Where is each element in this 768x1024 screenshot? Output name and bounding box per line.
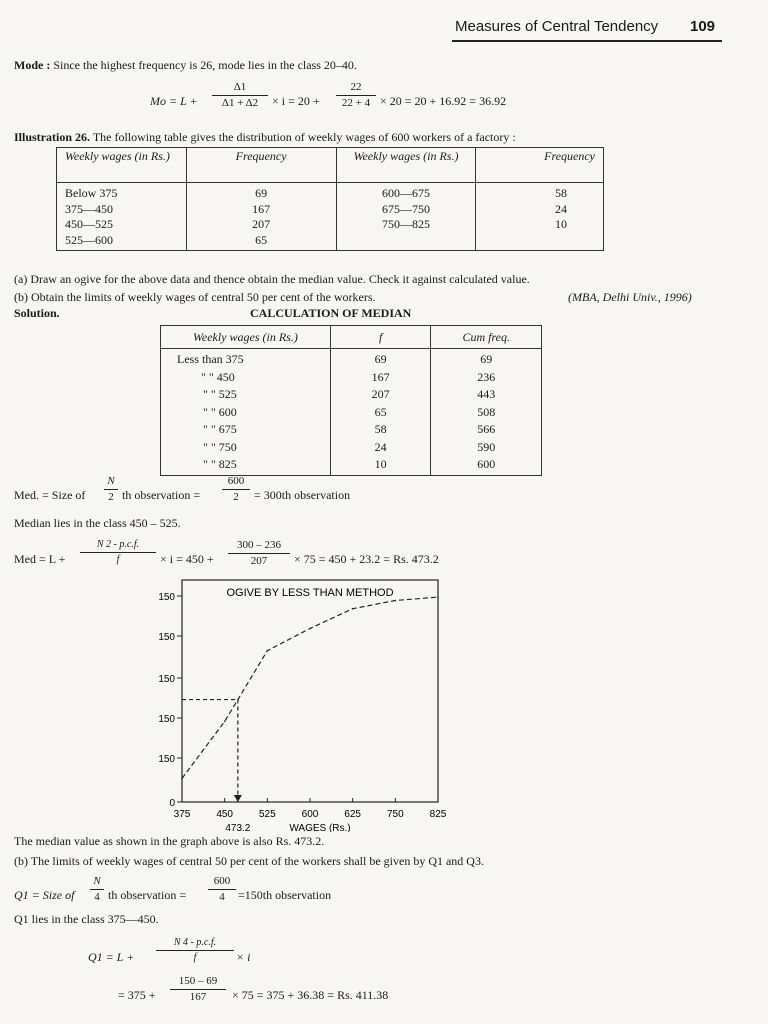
q1-class: Q1 lies in the class 375—450. bbox=[14, 912, 159, 926]
t1-cell: 10 bbox=[555, 217, 567, 231]
median-size-mid: th observation = bbox=[122, 488, 201, 502]
median-size-frac-1 bbox=[104, 476, 118, 503]
y-tick-label: 150 bbox=[158, 632, 175, 643]
x-tick-label: 750 bbox=[386, 809, 404, 820]
t1-cell: Below 375 bbox=[65, 186, 118, 200]
median-formula-frac-1 bbox=[80, 540, 156, 565]
t1-header-freq-right: Frequency bbox=[476, 148, 604, 183]
t2-cell: 207 bbox=[371, 387, 390, 401]
t1-cell: 69 bbox=[255, 186, 268, 200]
t2-cell: 590 bbox=[477, 439, 496, 454]
t2-cell: " " 525 bbox=[203, 387, 237, 401]
mode-formula-mid: × i = 20 + bbox=[272, 94, 320, 108]
t2-cell: " " 825 bbox=[203, 457, 237, 471]
mode-label: Mode : bbox=[14, 58, 51, 72]
ogive-point bbox=[267, 650, 269, 652]
x-tick-label: 625 bbox=[344, 809, 362, 820]
t2-cell: " " 750 bbox=[203, 439, 237, 454]
x-tick-label: 450 bbox=[216, 809, 234, 820]
t2-header-cum: Cum freq. bbox=[431, 326, 542, 349]
chart-title: OGIVE BY LESS THAN METHOD bbox=[226, 587, 394, 599]
plot-frame bbox=[182, 580, 438, 802]
y-tick-label: 150 bbox=[158, 592, 175, 603]
illustration-line bbox=[14, 130, 516, 145]
t2-cell: 600 bbox=[477, 457, 496, 471]
solution-label: Solution. bbox=[14, 306, 60, 320]
median-arrow-icon bbox=[234, 795, 242, 802]
t2-cell: 443 bbox=[477, 387, 496, 401]
mode-frac-2-den: 22 + 4 bbox=[341, 97, 371, 109]
median-size-tail: = 300th observation bbox=[254, 488, 351, 502]
t2-cell: 24 bbox=[374, 439, 387, 454]
mode-formula-tail: × 20 = 20 + 16.92 = 36.92 bbox=[380, 94, 507, 108]
q1-calc-frac bbox=[170, 976, 226, 1003]
q1-formula-tail: × i bbox=[236, 950, 251, 964]
median-calculation-table bbox=[160, 325, 542, 476]
page-number: 109 bbox=[690, 18, 716, 35]
median-size-frac-2-num: 600 bbox=[227, 475, 245, 487]
median-formula-prefix: Med = L + bbox=[14, 552, 66, 566]
q1-size-frac-1 bbox=[90, 876, 104, 903]
ogive-point bbox=[309, 628, 311, 630]
q1-size-frac-2-num: 600 bbox=[213, 875, 231, 887]
t2-cell: " " 675 bbox=[203, 422, 237, 436]
t2-cell: Less than 375 bbox=[177, 352, 244, 366]
t1-cell: 65 bbox=[255, 232, 268, 247]
t2-header-f: f bbox=[330, 326, 431, 349]
x-tick-label: 600 bbox=[301, 809, 319, 820]
median-formula-frac-2-num: 300 – 236 bbox=[237, 539, 281, 551]
x-axis-label: WAGES (Rs.) bbox=[289, 823, 351, 832]
t2-cell: 58 bbox=[374, 422, 387, 436]
t1-cell: 600—675 bbox=[382, 186, 430, 200]
illustration-label: Illustration 26. bbox=[14, 130, 91, 144]
quartile-intro: (b) The limits of weekly wages of central 50 per cent of the workers shall be given by Q1 and Q3. bbox=[14, 854, 484, 868]
t1-cell: 525—600 bbox=[65, 232, 113, 247]
t2-cell: " " 600 bbox=[203, 404, 237, 419]
mode-frac-1-den: Δ1 + Δ2 bbox=[221, 97, 259, 109]
mode-text: Since the highest frequency is 26, mode lies in the class 20–40. bbox=[53, 58, 357, 72]
t2-cell: 65 bbox=[374, 404, 387, 419]
median-size-frac-1-num: N bbox=[107, 475, 115, 487]
mode-frac-1-num: Δ1 bbox=[233, 81, 247, 93]
y-tick-label: 0 bbox=[169, 798, 175, 809]
t2-cell: " " 450 bbox=[201, 369, 235, 384]
t1-header-wages-left: Weekly wages (in Rs.) bbox=[57, 148, 187, 183]
t2-cell: 508 bbox=[477, 404, 496, 419]
q1-formula-frac-num: N 4 - p.c.f. bbox=[173, 937, 217, 948]
median-annotation: 473.2 bbox=[225, 823, 251, 832]
x-tick-label: 525 bbox=[258, 809, 276, 820]
q1-size-tail: =150th observation bbox=[238, 888, 332, 902]
t1-cell: 450—525 bbox=[65, 217, 113, 231]
running-header-title: Measures of Central Tendency bbox=[455, 18, 659, 35]
ogive-point bbox=[224, 721, 226, 723]
mode-frac-2 bbox=[336, 82, 376, 109]
ogive-chart bbox=[0, 572, 768, 832]
t1-cell: 167 bbox=[252, 201, 271, 216]
q1-size-frac-2-den: 4 bbox=[219, 891, 225, 903]
header-rule bbox=[452, 40, 722, 42]
t2-header-wages: Weekly wages (in Rs.) bbox=[161, 326, 331, 349]
q1-calc-prefix: = 375 + bbox=[118, 988, 156, 1002]
t1-cell: 375—450 bbox=[65, 201, 113, 216]
ogive-point bbox=[181, 778, 183, 780]
median-formula-frac-1-den: f bbox=[116, 554, 120, 565]
t2-cell: 566 bbox=[477, 422, 496, 436]
table2-title: CALCULATION OF MEDIAN bbox=[250, 306, 412, 320]
ogive-point bbox=[352, 608, 354, 610]
t2-cell: 69 bbox=[374, 352, 387, 366]
t2-cell: 69 bbox=[480, 352, 493, 366]
question-a: (a) Draw an ogive for the above data and thence obtain the median value. Check it against calculated value. bbox=[14, 272, 530, 286]
median-formula-frac-1-num: N 2 - p.c.f. bbox=[96, 539, 140, 550]
median-formula-frac-2-den: 207 bbox=[250, 555, 268, 567]
y-tick-label: 150 bbox=[158, 754, 175, 765]
q1-calc-tail: × 75 = 375 + 36.38 = Rs. 411.38 bbox=[232, 988, 389, 1002]
mode-line bbox=[14, 58, 357, 73]
ogive-point bbox=[437, 596, 439, 598]
t2-cell: 10 bbox=[374, 457, 387, 471]
wages-distribution-table bbox=[56, 147, 604, 251]
q1-size-frac-2 bbox=[208, 876, 236, 903]
t1-header-freq-left: Frequency bbox=[186, 148, 336, 183]
question-source: (MBA, Delhi Univ., 1996) bbox=[568, 290, 692, 304]
median-formula-frac-2 bbox=[228, 540, 290, 567]
x-tick-label: 825 bbox=[429, 809, 447, 820]
illustration-text: The following table gives the distribution of weekly wages of 600 workers of a factory : bbox=[92, 130, 516, 144]
t1-cell: 750—825 bbox=[382, 217, 430, 231]
y-tick-label: 150 bbox=[158, 714, 175, 725]
x-tick-label: 375 bbox=[173, 809, 191, 820]
t1-cell: 24 bbox=[555, 201, 567, 216]
q1-formula-frac bbox=[156, 938, 234, 963]
mode-frac-2-num: 22 bbox=[350, 81, 362, 93]
median-size-frac-2 bbox=[222, 476, 250, 503]
median-size-frac-1-den: 2 bbox=[108, 491, 114, 503]
median-class-text: Median lies in the class 450 – 525. bbox=[14, 516, 181, 530]
ogive-point bbox=[395, 600, 397, 602]
median-size-frac-2-den: 2 bbox=[233, 491, 239, 503]
t2-body bbox=[161, 349, 542, 476]
y-tick-label: 150 bbox=[158, 674, 175, 685]
t2-cell: 236 bbox=[477, 369, 496, 384]
t1-header-wages-right: Weekly wages (in Rs.) bbox=[336, 148, 476, 183]
ogive-line bbox=[182, 597, 438, 778]
mode-formula-lhs: Mo = L + bbox=[150, 94, 198, 108]
median-formula-mid: × i = 450 + bbox=[160, 552, 214, 566]
q1-size-prefix: Q1 = Size of bbox=[14, 888, 75, 902]
t1-cell: 207 bbox=[252, 217, 271, 231]
q1-formula-prefix: Q1 = L + bbox=[88, 950, 135, 964]
question-b: (b) Obtain the limits of weekly wages of central 50 per cent of the workers. bbox=[14, 290, 376, 304]
q1-size-frac-1-den: 4 bbox=[94, 891, 100, 903]
q1-calc-frac-den: 167 bbox=[189, 991, 207, 1003]
q1-calc-frac-num: 150 – 69 bbox=[178, 975, 218, 987]
median-formula-tail: × 75 = 450 + 23.2 = Rs. 473.2 bbox=[294, 552, 439, 566]
t1-body bbox=[57, 183, 604, 251]
t1-cell: 675—750 bbox=[382, 201, 430, 216]
q1-size-mid: th observation = bbox=[108, 888, 187, 902]
t2-cell: 167 bbox=[371, 369, 390, 384]
median-graph-note: The median value as shown in the graph above is also Rs. 473.2. bbox=[14, 834, 325, 848]
median-size-prefix: Med. = Size of bbox=[14, 488, 86, 502]
q1-size-frac-1-num: N bbox=[93, 875, 101, 887]
q1-formula-frac-den: f bbox=[193, 952, 197, 963]
t1-cell: 58 bbox=[555, 186, 567, 200]
mode-frac-1 bbox=[212, 82, 268, 109]
